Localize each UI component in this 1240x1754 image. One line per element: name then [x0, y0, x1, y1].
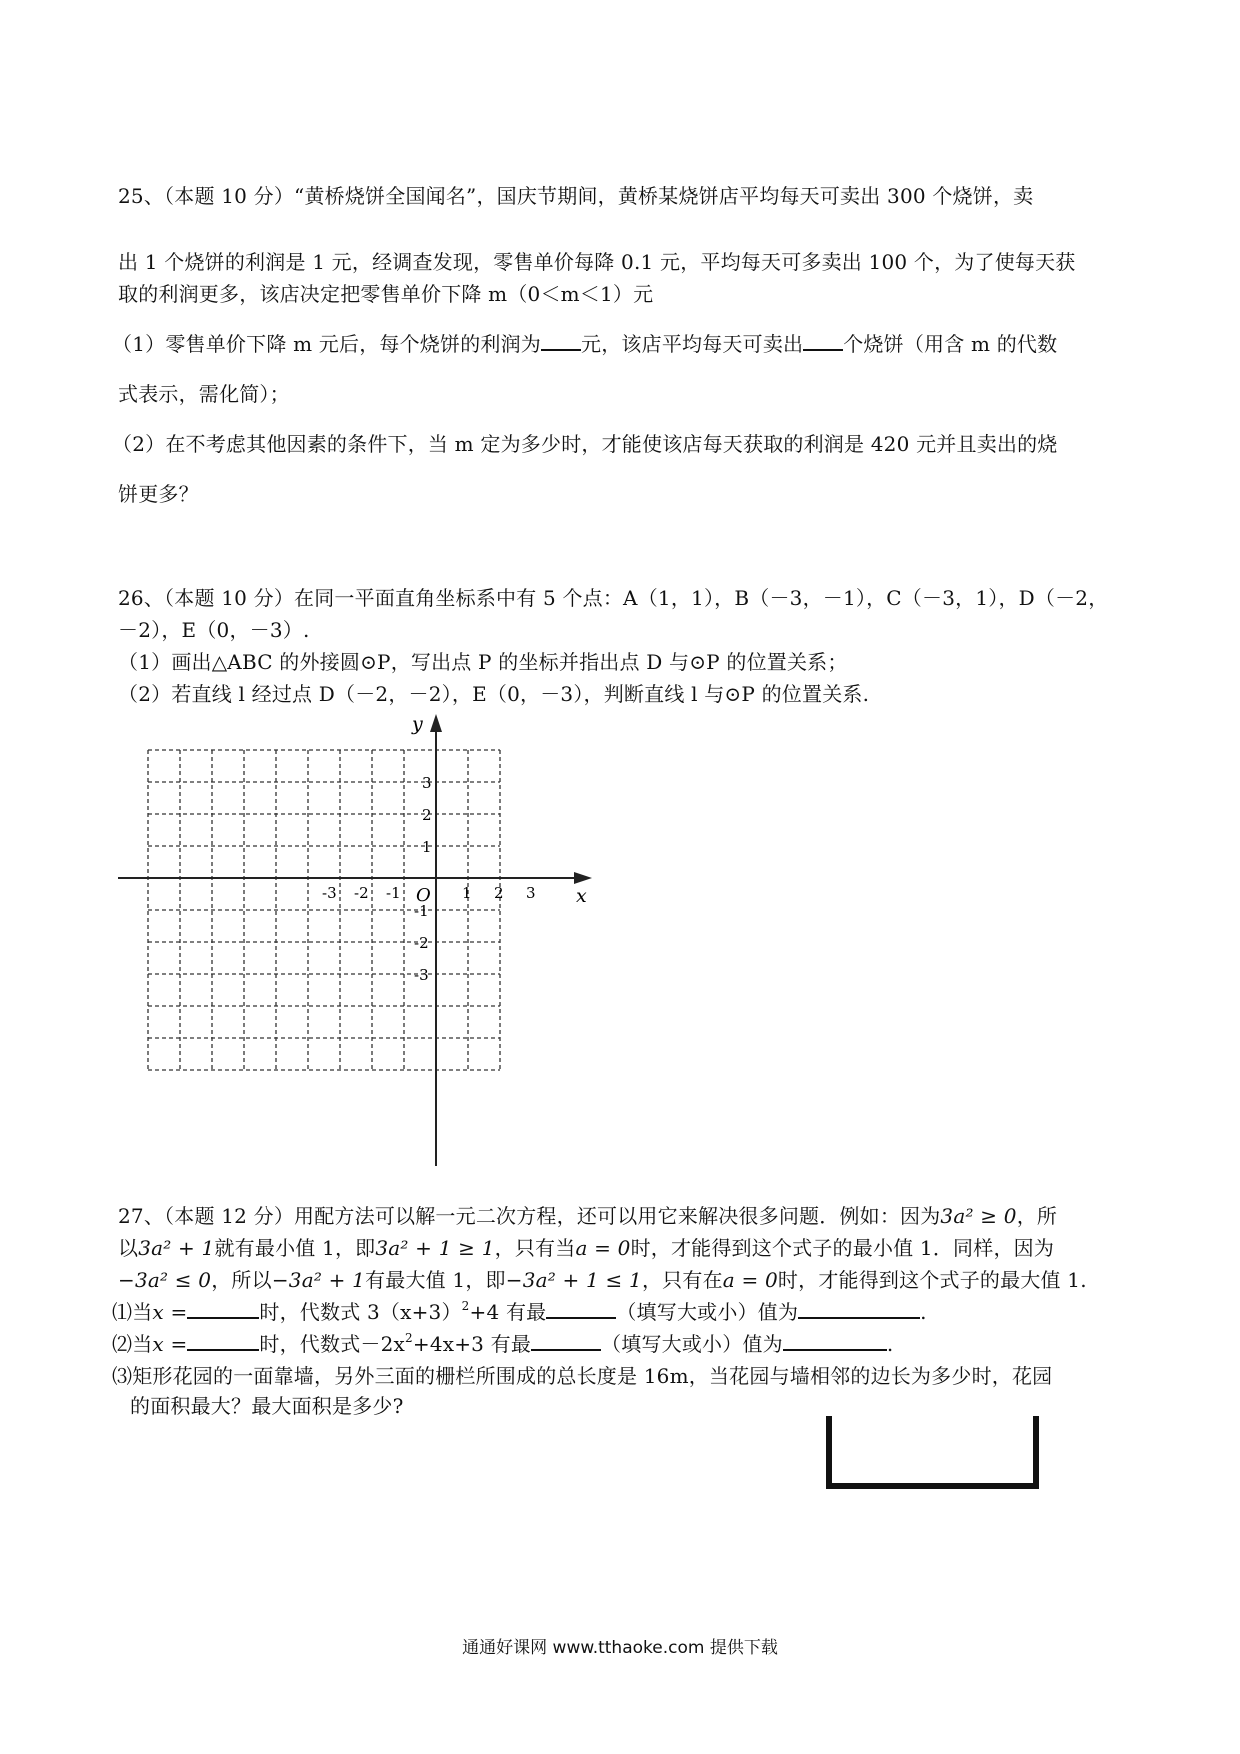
q25-line-3: 取的利润更多，该店决定把零售单价下降 m（0＜m＜1）元 — [118, 282, 654, 306]
q27-text: = — [163, 1332, 188, 1356]
q26-line-2: －2），E（0，－3）. — [118, 618, 310, 642]
q26-part2: （2）若直线 l 经过点 D（－2，－2），E（0，－3），判断直线 l 与⊙P 的位置关系. — [118, 682, 870, 706]
q25-part2: （2）在不考虑其他因素的条件下，当 m 定为多少时，才能使该店每天获取的利润是 420 元并且卖出的烧 — [112, 432, 1058, 456]
math-expr: 3a² + 1 ≥ 1 — [375, 1236, 495, 1260]
y-axis-arrow — [430, 714, 442, 732]
q27-text: 以 — [118, 1236, 139, 1260]
x-tick-label: 3 — [526, 884, 536, 902]
answer-blank[interactable] — [803, 331, 843, 351]
q27-text: 时，代数式－2x — [259, 1332, 406, 1356]
q27-line-1 — [118, 1200, 1057, 1229]
q25-line-1: 25、（本题 10 分）“黄桥烧饼全国闻名”，国庆节期间，黄桥某烧饼店平均每天可卖出 300 个烧饼，卖 — [118, 184, 1034, 208]
y-tick-label: 3 — [422, 774, 432, 792]
math-expr: −3a² + 1 ≤ 1 — [505, 1268, 642, 1292]
math-expr: 3a² + 1 — [138, 1236, 215, 1260]
y-tick-label: -2 — [414, 934, 429, 952]
answer-blank[interactable] — [798, 1299, 920, 1319]
q27-text: 时，才能得到这个式子的最大值 1. — [777, 1268, 1087, 1292]
math-expr: 3a² ≥ 0 — [940, 1204, 1017, 1228]
q25-line-2: 出 1 个烧饼的利润是 1 元，经调查发现，零售单价每降 0.1 元，平均每天可多卖出 100 个，为了使每天获 — [118, 250, 1076, 274]
y-tick-label: 2 — [422, 806, 432, 824]
q27-sub3-cont: 的面积最大？最大面积是多少? — [130, 1394, 404, 1418]
answer-blank[interactable] — [546, 1299, 616, 1319]
exponent: 2 — [461, 1299, 470, 1313]
q27-text: = — [163, 1300, 188, 1324]
x-axis-arrow — [574, 872, 592, 884]
answer-blank[interactable] — [541, 331, 581, 351]
answer-blank[interactable] — [187, 1331, 259, 1351]
q27-text: +4 有最 — [469, 1300, 547, 1324]
y-tick-label: -1 — [414, 902, 429, 920]
q27-line-2 — [118, 1232, 1054, 1261]
y-tick-label: -3 — [414, 966, 429, 984]
q27-text: 27、（本题 12 分）用配方法可以解一元二次方程，还可以用它来解决很多问题．例如：因为 — [118, 1204, 941, 1228]
x-tick-label: 2 — [494, 884, 504, 902]
q26-line-1: 26、（本题 10 分）在同一平面直角坐标系中有 5 个点：A（1，1），B（－3，－1），C（－3，1），D（－2， — [118, 586, 1109, 610]
q27-text: 有最大值 1，即 — [365, 1268, 506, 1292]
q25-part1-text-b: 元，该店平均每天可卖出 — [581, 332, 804, 356]
x-tick-label: 1 — [462, 884, 472, 902]
exponent: 2 — [405, 1331, 413, 1345]
garden-fence-diagram — [824, 1416, 1044, 1490]
y-axis-label: y — [412, 713, 423, 735]
q27-sub2 — [112, 1328, 893, 1357]
q27-text: ⑵当 — [112, 1332, 153, 1356]
coordinate-grid — [118, 712, 598, 1170]
q27-text: 时，代数式 3（x+3） — [259, 1300, 462, 1324]
q27-text: 时，才能得到这个式子的最小值 1．同样，因为 — [630, 1236, 1055, 1260]
q27-text: ⑴当 — [112, 1300, 153, 1324]
q27-sub3: ⑶矩形花园的一面靠墙，另外三面的栅栏所围成的总长度是 16m，当花园与墙相邻的边长为多少时，花园 — [112, 1364, 1053, 1388]
answer-blank[interactable] — [187, 1299, 259, 1319]
q25-part1-text-c: 个烧饼（用含 m 的代数 — [843, 332, 1058, 356]
q25-part1-cont: 式表示，需化简）； — [118, 382, 290, 406]
math-expr: −3a² ≤ 0 — [118, 1268, 212, 1292]
q25-part1 — [112, 328, 1057, 357]
q27-sub1 — [112, 1296, 927, 1325]
q27-text: ，所以 — [211, 1268, 272, 1292]
q25-part2-cont: 饼更多？ — [118, 482, 199, 506]
answer-blank[interactable] — [531, 1331, 601, 1351]
origin-label: O — [416, 885, 431, 906]
footer-credit: 通通好课网 www.tthaoke.com 提供下载 — [462, 1638, 778, 1658]
fence-outline — [829, 1416, 1036, 1486]
x-tick-label: -1 — [386, 884, 401, 902]
q26-part1: （1）画出△ABC 的外接圆⊙P，写出点 P 的坐标并指出点 D 与⊙P 的位置关系； — [118, 650, 848, 674]
q27-text: +4x+3 有最 — [412, 1332, 532, 1356]
math-expr: a = 0 — [575, 1236, 631, 1260]
variable-x: x — [152, 1332, 164, 1356]
math-expr: a = 0 — [722, 1268, 778, 1292]
q27-text: ，所 — [1016, 1204, 1058, 1228]
q27-text: 就有最小值 1，即 — [214, 1236, 376, 1260]
y-tick-label: 1 — [422, 838, 432, 856]
x-tick-label: -2 — [354, 884, 369, 902]
q27-text: . — [886, 1332, 894, 1356]
q27-text: ，只有当 — [494, 1236, 576, 1260]
q27-text: . — [920, 1300, 927, 1324]
q27-text: ，只有在 — [641, 1268, 723, 1292]
x-tick-label: -3 — [322, 884, 337, 902]
q27-text: （填写大或小）值为 — [601, 1332, 783, 1356]
variable-x: x — [152, 1300, 164, 1324]
grid-lines — [148, 750, 500, 1070]
q25-part1-text-a: （1）零售单价下降 m 元后，每个烧饼的利润为 — [112, 332, 542, 356]
q27-text: （填写大或小）值为 — [616, 1300, 799, 1324]
answer-blank[interactable] — [783, 1331, 887, 1351]
math-expr: −3a² + 1 — [271, 1268, 366, 1292]
x-axis-label: x — [576, 885, 587, 907]
q27-line-3 — [118, 1264, 1087, 1293]
